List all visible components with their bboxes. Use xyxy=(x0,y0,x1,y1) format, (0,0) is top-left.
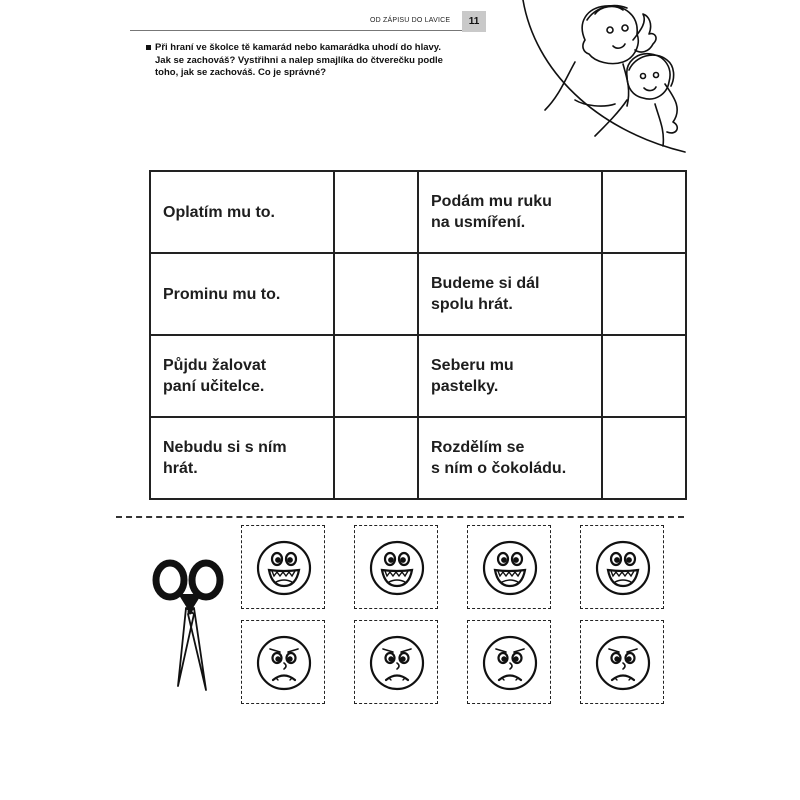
statement-text: Prominu mu to. xyxy=(163,285,281,303)
statement-cell xyxy=(418,417,602,499)
statement-cell xyxy=(418,171,602,253)
table-row xyxy=(150,171,686,253)
sad-smiley-icon xyxy=(480,633,540,693)
page-number: 11 xyxy=(462,11,486,32)
statement-text: Podám mu ruku na usmíření. xyxy=(431,193,552,231)
happy-smiley-icon xyxy=(254,538,314,598)
cut-line xyxy=(116,516,684,518)
statement-text: Rozdělím se s ním o čokoládu. xyxy=(431,439,567,477)
smiley-cutout-happy[interactable] xyxy=(354,525,438,609)
sticker-box[interactable] xyxy=(602,171,686,253)
instruction-line: Při hraní ve školce tě kamarád nebo kamarádka uhodí do hlavy. xyxy=(155,42,441,53)
scissors-icon xyxy=(150,558,230,698)
header-rule xyxy=(130,30,482,31)
statement-cell xyxy=(150,417,334,499)
statement-cell xyxy=(150,171,334,253)
table-row xyxy=(150,417,686,499)
sticker-box[interactable] xyxy=(602,335,686,417)
sticker-box[interactable] xyxy=(334,171,418,253)
bullet-icon xyxy=(146,45,151,50)
smiley-cutout-happy[interactable] xyxy=(580,525,664,609)
smiley-cutout-sad[interactable] xyxy=(467,620,551,704)
statement-text: Budeme si dál spolu hrát. xyxy=(431,275,540,313)
sad-smiley-icon xyxy=(593,633,653,693)
statement-cell xyxy=(418,253,602,335)
statement-cell xyxy=(150,253,334,335)
sticker-box[interactable] xyxy=(334,417,418,499)
smiley-cutout-sad[interactable] xyxy=(580,620,664,704)
instruction-line: toho, jak se zachováš. Co je správné? xyxy=(155,67,327,78)
sad-smiley-icon xyxy=(254,633,314,693)
smiley-cutout-happy[interactable] xyxy=(241,525,325,609)
sticker-box[interactable] xyxy=(334,335,418,417)
sticker-box[interactable] xyxy=(334,253,418,335)
table-row xyxy=(150,335,686,417)
section-title: OD ZÁPISU DO LAVICE xyxy=(370,17,451,24)
sticker-box[interactable] xyxy=(602,253,686,335)
instruction-line: Jak se zachováš? Vystřihni a nalep smajlíka do čtverečku podle xyxy=(155,54,443,66)
statement-cell xyxy=(418,335,602,417)
happy-smiley-icon xyxy=(593,538,653,598)
table-row xyxy=(150,253,686,335)
smiley-cutout-happy[interactable] xyxy=(467,525,551,609)
smiley-cutout-sad[interactable] xyxy=(354,620,438,704)
happy-smiley-icon xyxy=(367,538,427,598)
happy-smiley-icon xyxy=(480,538,540,598)
smiley-cutout-sad[interactable] xyxy=(241,620,325,704)
statement-text: Nebudu si s ním hrát. xyxy=(163,439,287,477)
statement-cell xyxy=(150,335,334,417)
children-illustration-icon xyxy=(515,0,800,160)
statement-text: Oplatím mu to. xyxy=(163,203,275,221)
answer-table xyxy=(149,170,687,500)
sticker-box[interactable] xyxy=(602,417,686,499)
statement-text: Půjdu žalovat paní učitelce. xyxy=(163,357,267,395)
sad-smiley-icon xyxy=(367,633,427,693)
statement-text: Seberu mu pastelky. xyxy=(431,357,514,395)
instructions xyxy=(146,42,496,80)
